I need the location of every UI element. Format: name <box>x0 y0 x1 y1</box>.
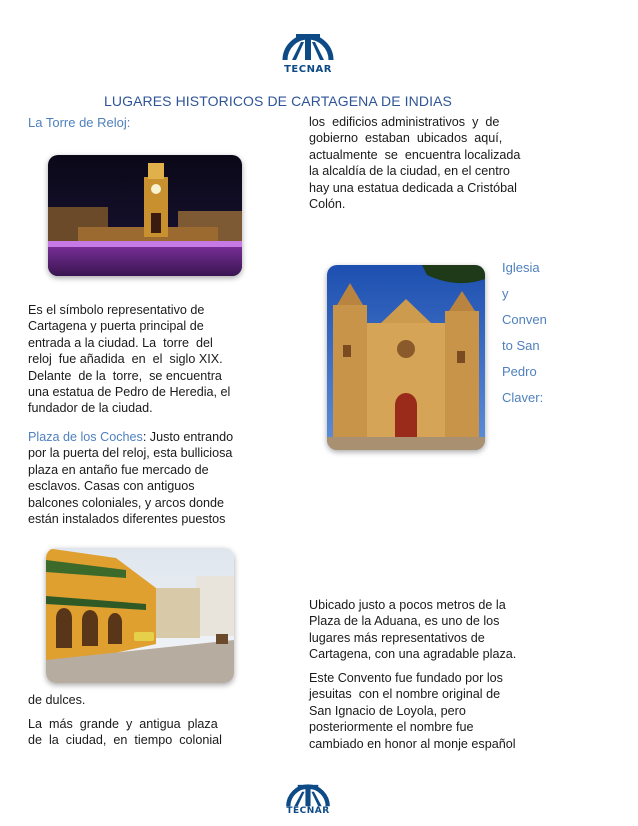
coches-heading: Plaza de los Coches <box>28 430 143 444</box>
text-line: fundador de la ciudad. <box>28 401 153 416</box>
text-line: plaza en antaño fue mercado de <box>28 462 209 477</box>
text-line: Cartagena y puerta principal de <box>28 319 204 334</box>
heading-line: Pedro <box>502 364 537 379</box>
text-line: por la puerta del reloj, esta bulliciosa <box>28 446 233 461</box>
text-line: cambiado en honor al monje español <box>309 736 516 751</box>
text-line: están instalados diferentes puestos <box>28 512 226 527</box>
iglesia-san-pedro-photo <box>327 265 485 450</box>
text-line: Este Convento fue fundado por los <box>309 671 503 685</box>
text-line: hay una estatua dedicada a Cristóbal <box>309 180 517 195</box>
text-line: actualmente se encuentra localizada <box>309 147 521 162</box>
tecnar-emblem-icon <box>279 16 337 66</box>
logo-name: TECNAR <box>284 64 332 75</box>
text-line: entrada a la ciudad. La torre del <box>28 335 213 350</box>
text-line: jesuitas con el nombre original de <box>309 687 501 702</box>
text-line: de la ciudad, en tiempo colonial <box>28 733 222 748</box>
heading-line: Claver: <box>502 390 544 405</box>
text-line: esclavos. Casas con antiguos <box>28 479 195 494</box>
heading-line: y <box>502 286 509 301</box>
plaza-description <box>28 716 258 749</box>
dulces-text: de dulces. <box>28 693 86 707</box>
tecnar-emblem-icon <box>283 772 333 808</box>
logo-name: TECNAR <box>286 806 330 816</box>
text-line: San Ignacio de Loyola, pero <box>309 703 466 718</box>
text-line: Plaza de la Aduana, es uno de los <box>309 614 500 629</box>
text-line: la alcaldía de la ciudad, en el centro <box>309 164 510 179</box>
convento-history-text <box>309 670 555 752</box>
text-line: Delante de la torre, se encuentra <box>28 368 222 383</box>
text-line: balcones coloniales, y arcos donde <box>28 495 225 510</box>
torre-heading: La Torre de Reloj: <box>28 115 131 130</box>
heading-line: to San <box>502 338 540 353</box>
text-line: Colón. <box>309 197 346 212</box>
coches-intro: : Justo entrando <box>142 430 234 444</box>
text-line: Ubicado justo a pocos metros de la <box>309 598 506 612</box>
heading-line: Conven <box>502 312 547 327</box>
coches-description <box>28 429 260 527</box>
heading-line: Iglesia <box>502 260 540 275</box>
tecnar-logo-bottom <box>278 772 338 816</box>
text-line: Cartagena, con una agradable plaza. <box>309 647 517 662</box>
plaza-continued-text <box>309 114 555 212</box>
text-line: reloj fue añadida en el siglo XIX. <box>28 352 223 367</box>
text-line: una estatua de Pedro de Heredia, el <box>28 385 231 400</box>
torre-reloj-photo <box>48 155 242 276</box>
tecnar-logo-top <box>278 16 338 75</box>
page-title: LUGARES HISTORICOS DE CARTAGENA DE INDIAS <box>104 93 452 109</box>
text-line: La más grande y antigua plaza <box>28 717 218 731</box>
text-line <box>28 429 260 445</box>
torre-description <box>28 302 258 417</box>
iglesia-heading <box>502 255 562 411</box>
text-line: lugares más representativos de <box>309 630 485 645</box>
iglesia-location-text <box>309 597 555 663</box>
plaza-coches-photo <box>46 548 234 683</box>
text-line: los edificios administrativos y de <box>309 115 500 129</box>
text-line: posteriormente el nombre fue <box>309 720 474 735</box>
text-line: gobierno estaban ubicados aquí, <box>309 131 503 146</box>
text-line: Es el símbolo representativo de <box>28 303 205 317</box>
